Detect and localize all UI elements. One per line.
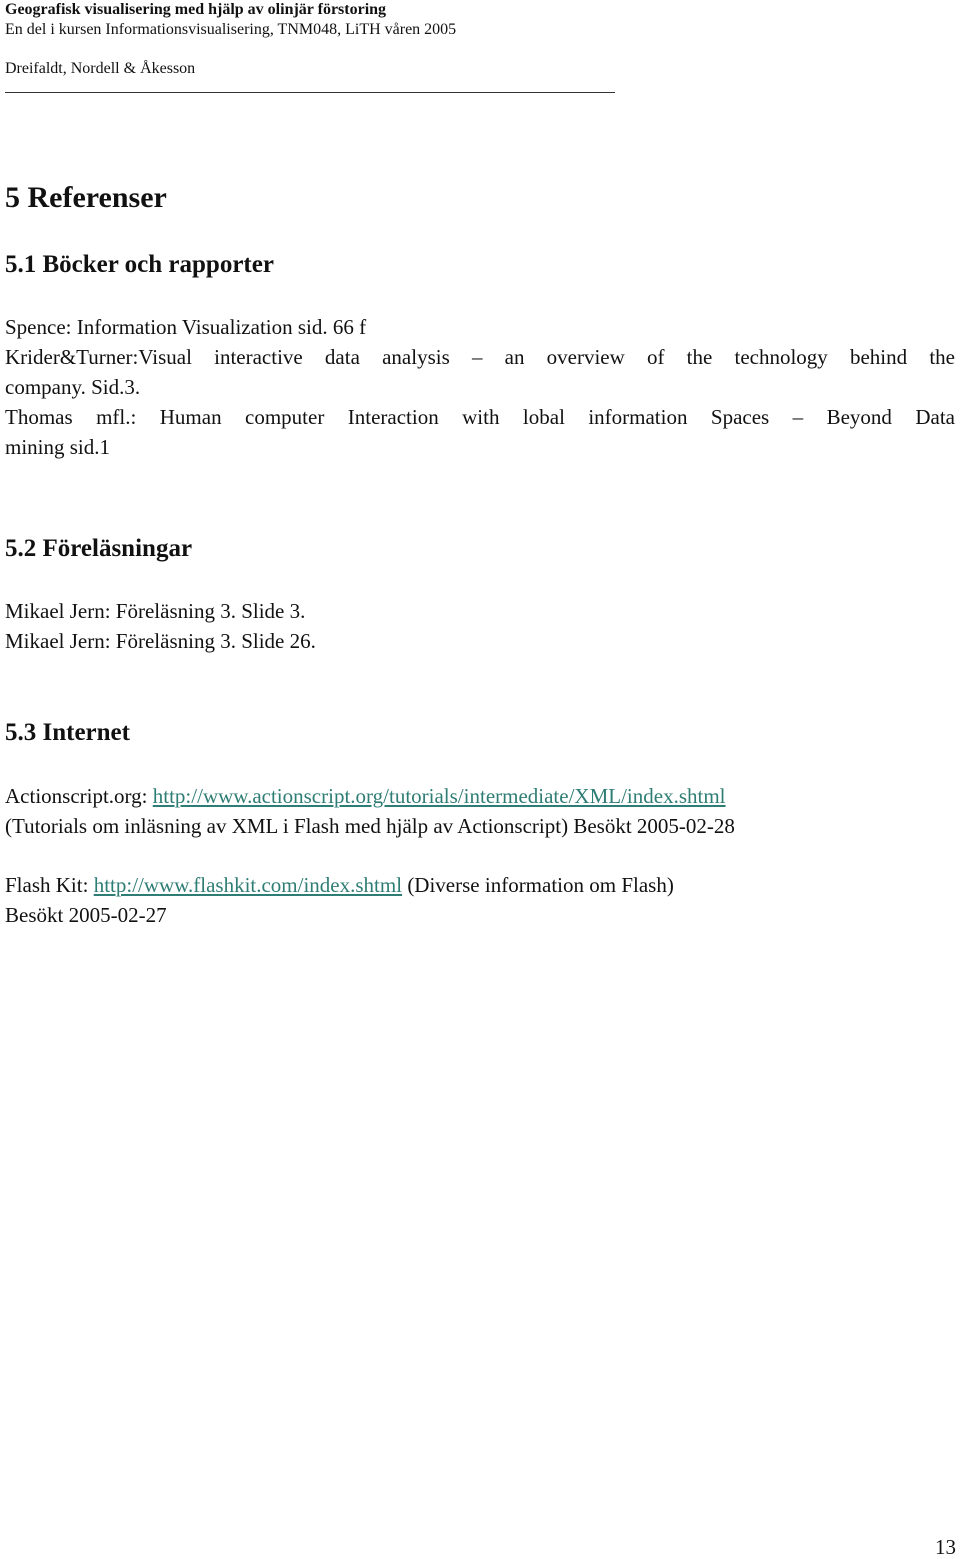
lecture-ref: Mikael Jern: Föreläsning 3. Slide 26. bbox=[5, 629, 316, 653]
section-title: 5 Referenser bbox=[5, 181, 167, 214]
books-heading: 5.1 Böcker och rapporter bbox=[5, 251, 274, 278]
header-divider bbox=[5, 92, 615, 93]
header-authors: Dreifaldt, Nordell & Åkesson bbox=[5, 60, 196, 77]
header-title: Geografisk visualisering med hjälp av olinjär förstoring bbox=[5, 1, 387, 18]
header-subtitle: En del i kursen Informationsvisualisering, TNM048, LiTH våren 2005 bbox=[5, 21, 457, 38]
ref-label: Flash Kit: bbox=[5, 873, 89, 897]
actionscript-link[interactable]: http://www.actionscript.org/tutorials/intermediate/XML/index.shtml bbox=[152, 784, 726, 808]
flashkit-link[interactable]: http://www.flashkit.com/index.shtml bbox=[93, 873, 403, 897]
lectures-heading: 5.2 Föreläsningar bbox=[5, 535, 193, 562]
page-number: 13 bbox=[935, 1535, 956, 1559]
internet-heading: 5.3 Internet bbox=[5, 719, 130, 746]
ref-description: (Diverse information om Flash) bbox=[407, 873, 674, 897]
lecture-ref: Mikael Jern: Föreläsning 3. Slide 3. bbox=[5, 599, 306, 623]
internet-ref bbox=[5, 872, 674, 898]
ref-label: Actionscript.org: bbox=[5, 784, 148, 808]
internet-ref bbox=[5, 783, 726, 809]
book-ref: Spence: Information Visualization sid. 66 f bbox=[5, 315, 367, 339]
book-ref: mining sid.1 bbox=[5, 435, 111, 459]
book-ref: Krider&Turner:Visual interactive data analysis – an overview of the technology behind the bbox=[5, 345, 955, 369]
ref-note: (Tutorials om inläsning av XML i Flash med hjälp av Actionscript) Besökt 2005-02-28 bbox=[5, 814, 735, 838]
book-ref: Thomas mfl.: Human computer Interaction with lobal information Spaces – Beyond Data bbox=[5, 405, 955, 429]
book-ref: company. Sid.3. bbox=[5, 375, 141, 399]
ref-note: Besökt 2005-02-27 bbox=[5, 903, 167, 927]
